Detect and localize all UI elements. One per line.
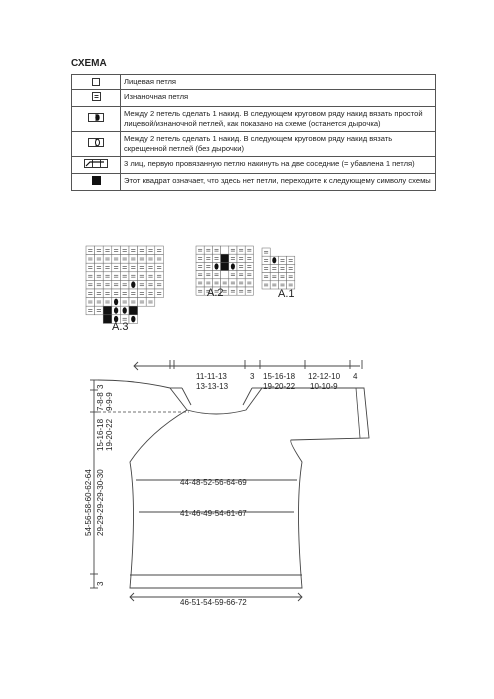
chart-cell (103, 246, 112, 255)
chart-cell (212, 246, 220, 254)
chart-a3-label: A.3 (112, 321, 129, 333)
chart-a1-grid (262, 248, 295, 289)
measure-v-total-2: 29-29-29-29-30-30 (96, 469, 105, 536)
chart-cell (95, 272, 104, 281)
chart-cell (245, 271, 253, 279)
measure-v-yoke-1: 7-8-8 (96, 392, 105, 411)
chart-cell (86, 255, 95, 264)
page-title: СХЕМА (71, 58, 107, 69)
chart-cell (86, 263, 95, 272)
chart-cell (95, 306, 104, 315)
measure-v-three-top: 3 (96, 384, 105, 389)
chart-cell (262, 264, 270, 272)
chart-cell (287, 264, 295, 272)
chart-cell (278, 264, 286, 272)
chart-cell (112, 280, 121, 289)
chart-cell (120, 255, 129, 264)
measure-v-arm-2: 19-20-22 (105, 418, 114, 451)
chart-cell (237, 271, 245, 279)
chart-cell (278, 256, 286, 264)
chart-cell (196, 246, 204, 254)
chart-cell (229, 254, 237, 262)
chart-cell (95, 246, 104, 255)
chart-cell (204, 262, 212, 270)
chart-cell (245, 246, 253, 254)
chart-cell (86, 272, 95, 281)
measure-four: 4 (353, 372, 358, 381)
chart-cell (146, 298, 155, 307)
chart-cell (245, 262, 253, 270)
chart-cell (138, 255, 147, 264)
chart-cell (103, 255, 112, 264)
measure-top-left-2: 13-13-13 (196, 382, 229, 391)
chart-cell (112, 272, 121, 281)
chart-cell (262, 281, 270, 289)
chart-cell (129, 306, 138, 315)
chart-cell (204, 246, 212, 254)
chart-cell (129, 289, 138, 298)
chart-cell (155, 280, 164, 289)
chart-cell (204, 254, 212, 262)
chart-cell (262, 273, 270, 281)
chart-cell (196, 271, 204, 279)
legend-text: Изнаночная петля (121, 90, 436, 107)
chart-cell (287, 256, 295, 264)
chart-cell (103, 272, 112, 281)
chart-cell (146, 255, 155, 264)
chart-cell (229, 246, 237, 254)
chart-cell (86, 289, 95, 298)
chart-cell (138, 272, 147, 281)
chart-cell (86, 306, 95, 315)
chart-cell (212, 279, 220, 287)
chart-cell (212, 254, 220, 262)
chart-cell (86, 280, 95, 289)
sleeve-cuff-ribbing (356, 388, 360, 438)
chart-cell (204, 279, 212, 287)
chart-cell (237, 279, 245, 287)
legend-text: Этот квадрат означает, что здесь нет петли, переходите к следующему символу схемы (121, 174, 436, 191)
chart-cell (103, 280, 112, 289)
chart-cell (146, 280, 155, 289)
chart-cell (120, 280, 129, 289)
chart-cell (146, 263, 155, 272)
chart-cell (129, 246, 138, 255)
chart-cell (129, 255, 138, 264)
chart-cell (212, 271, 220, 279)
chart-cell (103, 289, 112, 298)
chart-a2-label: A.2 (207, 287, 224, 299)
chart-cell (237, 262, 245, 270)
chart-cell (138, 280, 147, 289)
chart-cell (229, 279, 237, 287)
chart-cell (112, 263, 121, 272)
chart-cell (237, 246, 245, 254)
chart-cell (112, 246, 121, 255)
chart-cell (155, 246, 164, 255)
chart-cell (229, 287, 237, 295)
chart-cell (138, 298, 147, 307)
chart-cell (138, 246, 147, 255)
chart-cell (237, 287, 245, 295)
chart-cell (221, 271, 229, 279)
chart-cell (155, 289, 164, 298)
legend-text: Между 2 петель сделать 1 накид. В следующем круговом ряду накид вязать скрещенной петлей (без дырочки) (121, 132, 436, 157)
measure-v-total-1: 54-56-58-60-62-64 (84, 469, 93, 536)
chart-cell (103, 315, 112, 324)
chart-cell (196, 262, 204, 270)
chart-cell (155, 272, 164, 281)
chart-cell (86, 246, 95, 255)
chart-cell (138, 263, 147, 272)
chart-cell (120, 289, 129, 298)
chart-cell (221, 279, 229, 287)
legend-text: Между 2 петель сделать 1 накид. В следующем круговом ряду накид вязать простой лицевой/изнаночной петлей, как показано на схеме (останется дырочка) (121, 107, 436, 132)
chart-cell (245, 254, 253, 262)
chart-cell (129, 272, 138, 281)
chart-cell (129, 263, 138, 272)
chart-cell (270, 264, 278, 272)
legend-text: Лицевая петля (121, 75, 436, 90)
chart-cell (120, 263, 129, 272)
chart-cell (196, 279, 204, 287)
chart-cell (95, 255, 104, 264)
chart-a2-grid (196, 246, 253, 295)
legend-text: 3 лиц, первую провязанную петлю накинуть на две соседние (= убавлена 1 петля) (121, 157, 436, 174)
chart-cell (155, 263, 164, 272)
chart-cell (120, 272, 129, 281)
measure-waist: 41-46-49-54-61-67 (180, 509, 247, 518)
chart-cell (221, 246, 229, 254)
measure-top-right-2: 10-10-9 (310, 382, 338, 391)
chart-cell (204, 271, 212, 279)
chart-cell (103, 298, 112, 307)
chart-cell (95, 298, 104, 307)
chart-cell (129, 298, 138, 307)
measure-bottom: 46-51-54-59-66-72 (180, 598, 247, 607)
chart-cell (270, 273, 278, 281)
chart-a1-label: A.1 (278, 288, 295, 300)
measure-v-arm-1: 15-16-18 (96, 418, 105, 451)
chart-cell (229, 271, 237, 279)
measure-top-mid-1: 15-16-18 (263, 372, 296, 381)
chart-cell (196, 254, 204, 262)
chart-cell (120, 246, 129, 255)
measure-v-three-bottom: 3 (96, 581, 105, 586)
chart-cell (262, 248, 270, 256)
chart-cell (278, 273, 286, 281)
measure-top-right-1: 12-12-10 (308, 372, 341, 381)
chart-cell (95, 280, 104, 289)
chart-cell (138, 289, 147, 298)
chart-cell (237, 254, 245, 262)
chart-cell (86, 298, 95, 307)
measure-three-a: 3 (250, 372, 255, 381)
chart-cell (103, 263, 112, 272)
chart-cell (95, 263, 104, 272)
chart-cell (103, 306, 112, 315)
chart-cell (196, 287, 204, 295)
chart-cell (287, 273, 295, 281)
measure-v-yoke-2: 9-9-9 (105, 392, 114, 411)
chart-cell (146, 289, 155, 298)
measure-top-left-1: 11-11-13 (196, 372, 227, 381)
chart-cell (155, 255, 164, 264)
chart-cell (112, 289, 121, 298)
chart-cell (120, 298, 129, 307)
chart-a3-grid (86, 246, 163, 323)
chart-cell (146, 272, 155, 281)
chart-cell (146, 246, 155, 255)
chart-cell (262, 256, 270, 264)
measure-top-mid-2: 19-20-22 (263, 382, 296, 391)
chart-cell (245, 287, 253, 295)
chart-cell (95, 289, 104, 298)
measure-chest: 44-48-52-56-64-69 (180, 478, 247, 487)
chart-cell (245, 279, 253, 287)
chart-cell (221, 262, 229, 270)
chart-cell (221, 254, 229, 262)
chart-cell (112, 255, 121, 264)
